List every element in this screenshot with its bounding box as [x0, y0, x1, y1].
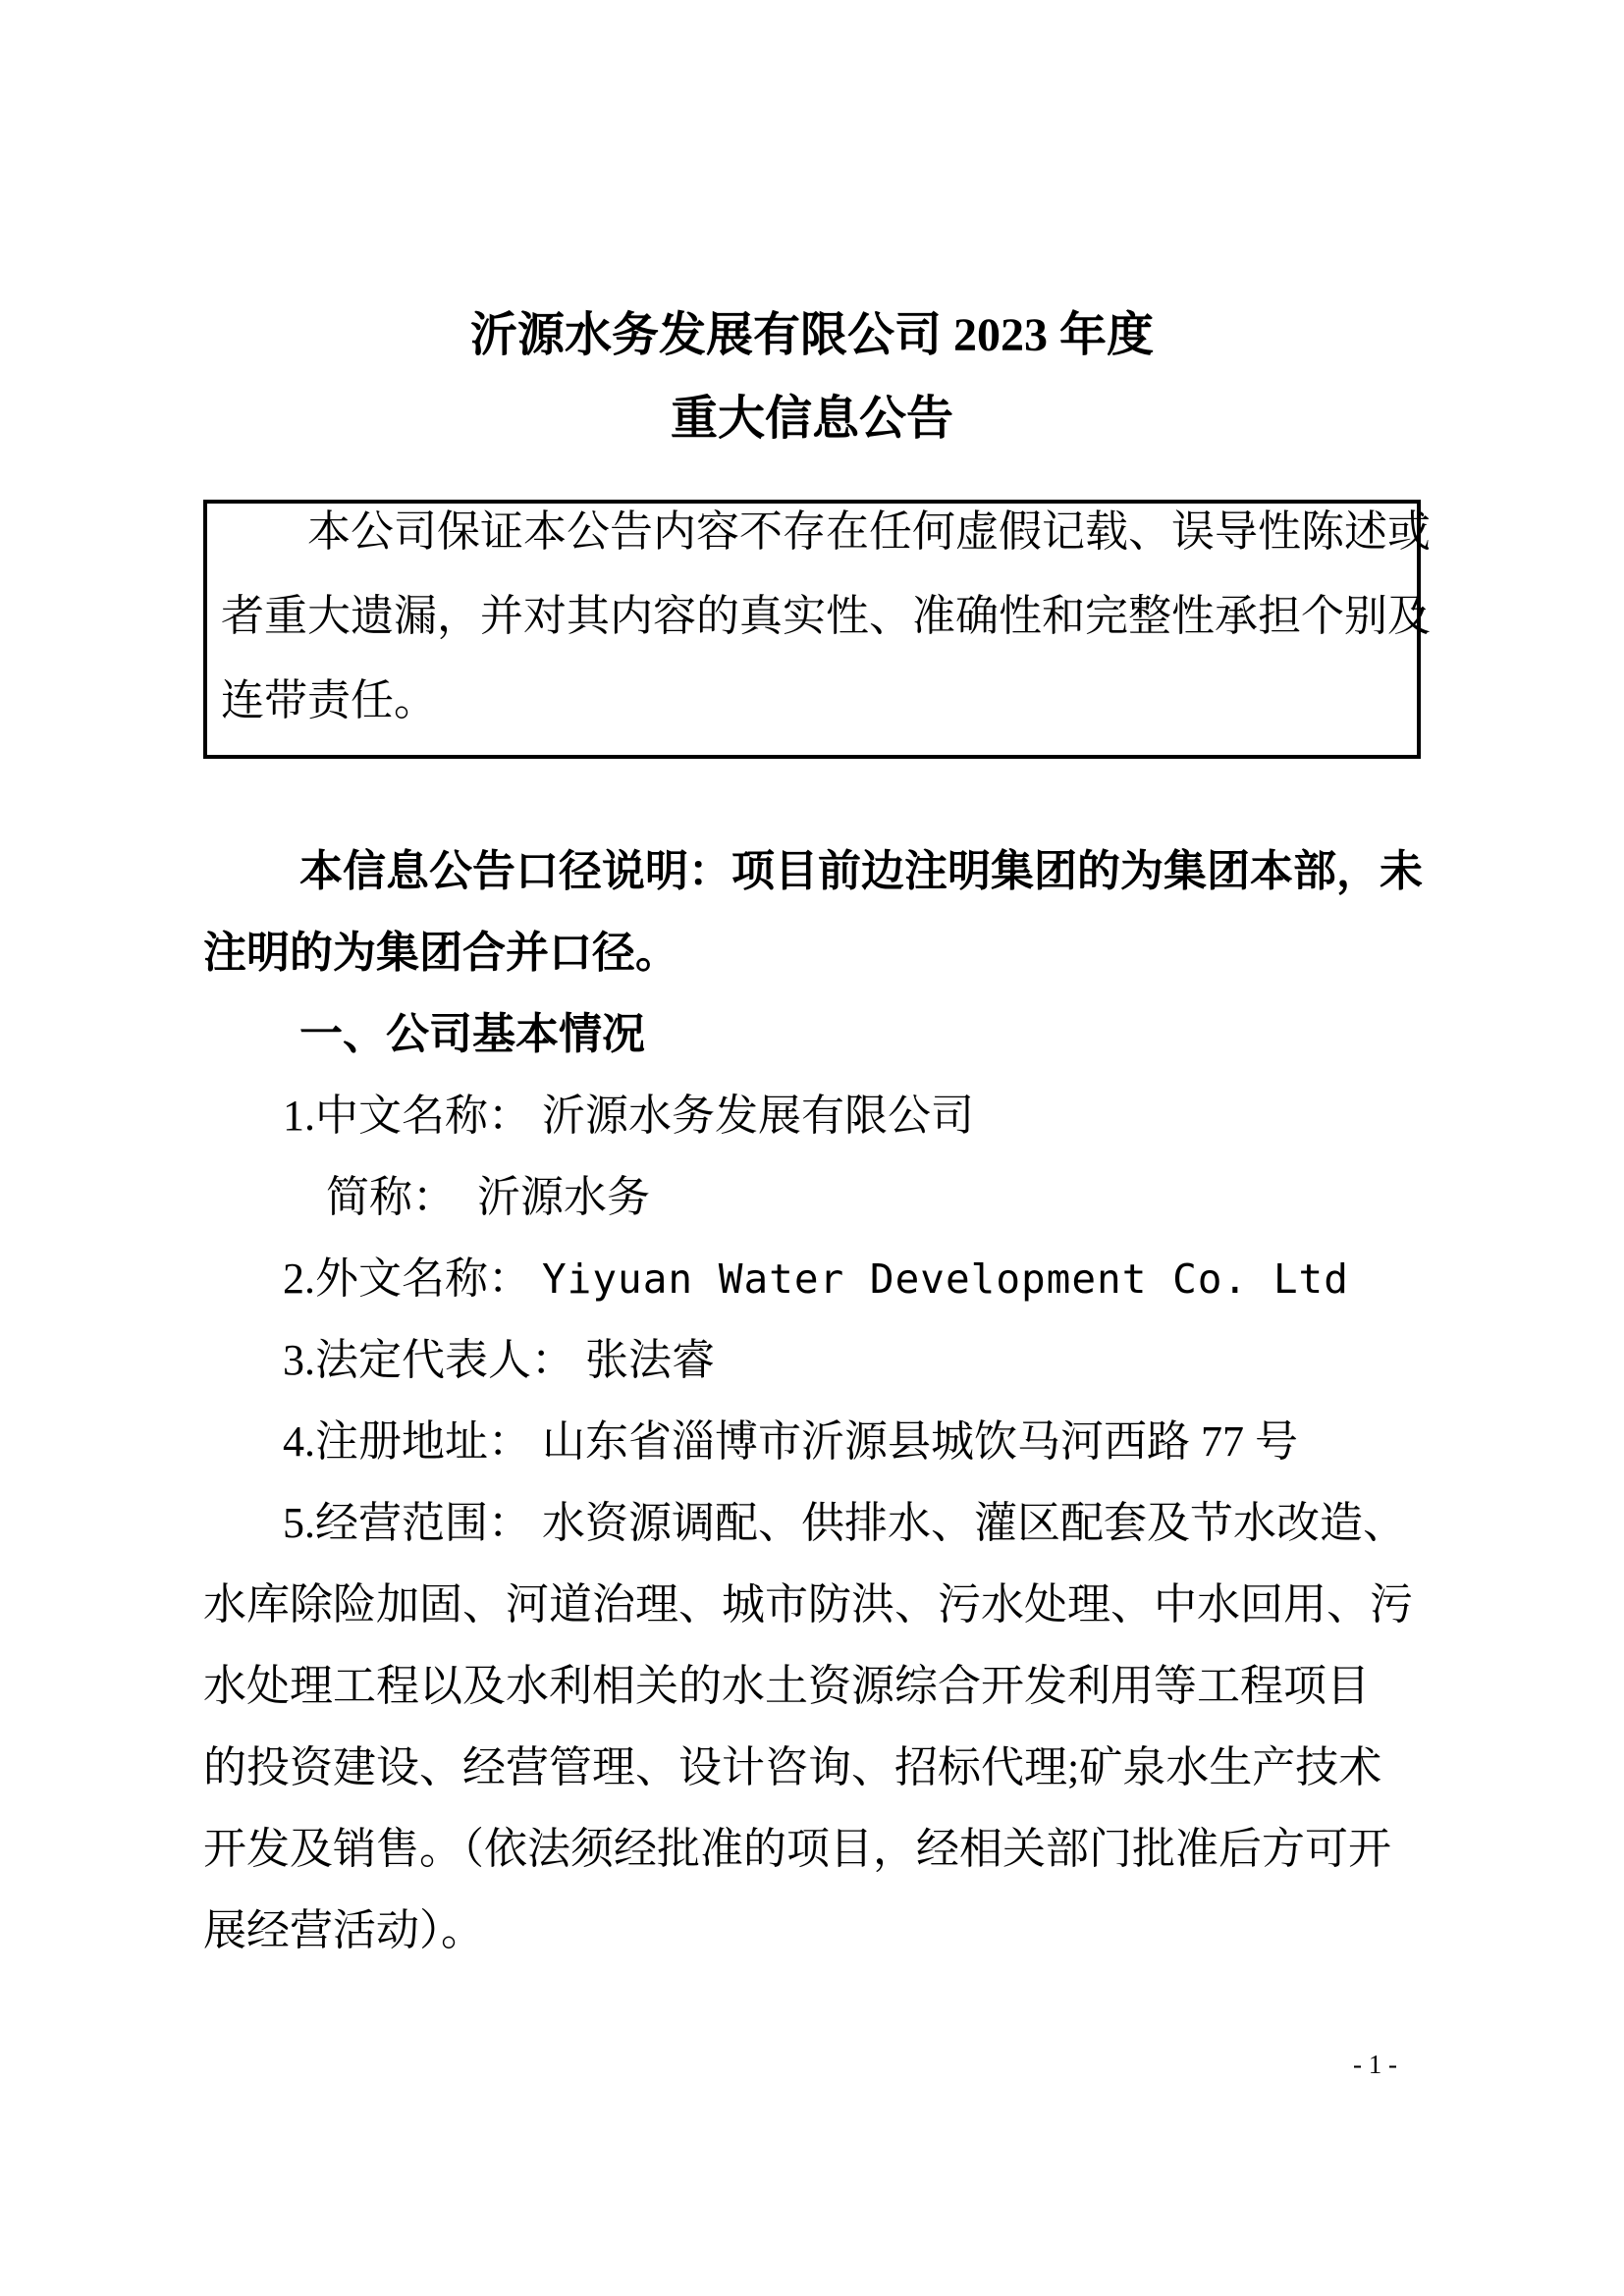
notice-box-text: [207, 490, 1431, 743]
continuation-line: 水处理工程以及水利相关的水土资源综合开发利用等工程项目: [203, 1662, 1370, 1710]
intro-line: 注明的为集团合并口径。: [203, 929, 678, 977]
notice-box: [203, 500, 1431, 759]
intro-line: 本信息公告口径说明：项目前边注明集团的为集团本部，未: [299, 847, 1423, 895]
page-number: - 1 -: [1353, 2050, 1397, 2079]
document-title-line2: 重大信息公告: [670, 393, 953, 445]
notice-line: 本公司保证本公告内容不存在任何虚假记载、误导性陈述或: [307, 507, 1431, 556]
document-body: [203, 830, 1421, 1971]
list-item-line: 5.经营范围： 水资源调配、供排水、灌区配套及节水改造、: [283, 1499, 1406, 1547]
continuation-line: 展经营活动）。: [203, 1906, 484, 1954]
notice-line: 连带责任。: [221, 676, 437, 724]
list-item-line: 3.法定代表人： 张法睿: [283, 1336, 715, 1384]
continuation-line: 的投资建设、经营管理、设计咨询、招标代理;矿泉水生产技术: [203, 1743, 1382, 1791]
list-item-label: 2.外文名称：: [283, 1255, 542, 1303]
continuation-line: 开发及销售。（依法须经批准的项目，经相关部门批准后方可开: [203, 1825, 1391, 1873]
document-title-line1: 沂源水务发展有限公司 2023 年度: [469, 309, 1154, 361]
list-item-line: [203, 1238, 1421, 1319]
list-item-line: 4.注册地址： 山东省淄博市沂源县城饮马河西路 77 号: [283, 1417, 1298, 1466]
list-item-line: 简称： 沂源水务: [326, 1173, 650, 1221]
list-item-line: 1.中文名称： 沂源水务发展有限公司: [283, 1092, 974, 1140]
english-name: Yiyuan Water Development Co. Ltd: [542, 1255, 1349, 1303]
notice-line: 者重大遗漏，并对其内容的真实性、准确性和完整性承担个别及: [221, 592, 1431, 640]
continuation-line: 水库除险加固、河道治理、城市防洪、污水处理、中水回用、污: [203, 1580, 1413, 1629]
section-heading: 一、公司基本情况: [299, 1010, 645, 1058]
